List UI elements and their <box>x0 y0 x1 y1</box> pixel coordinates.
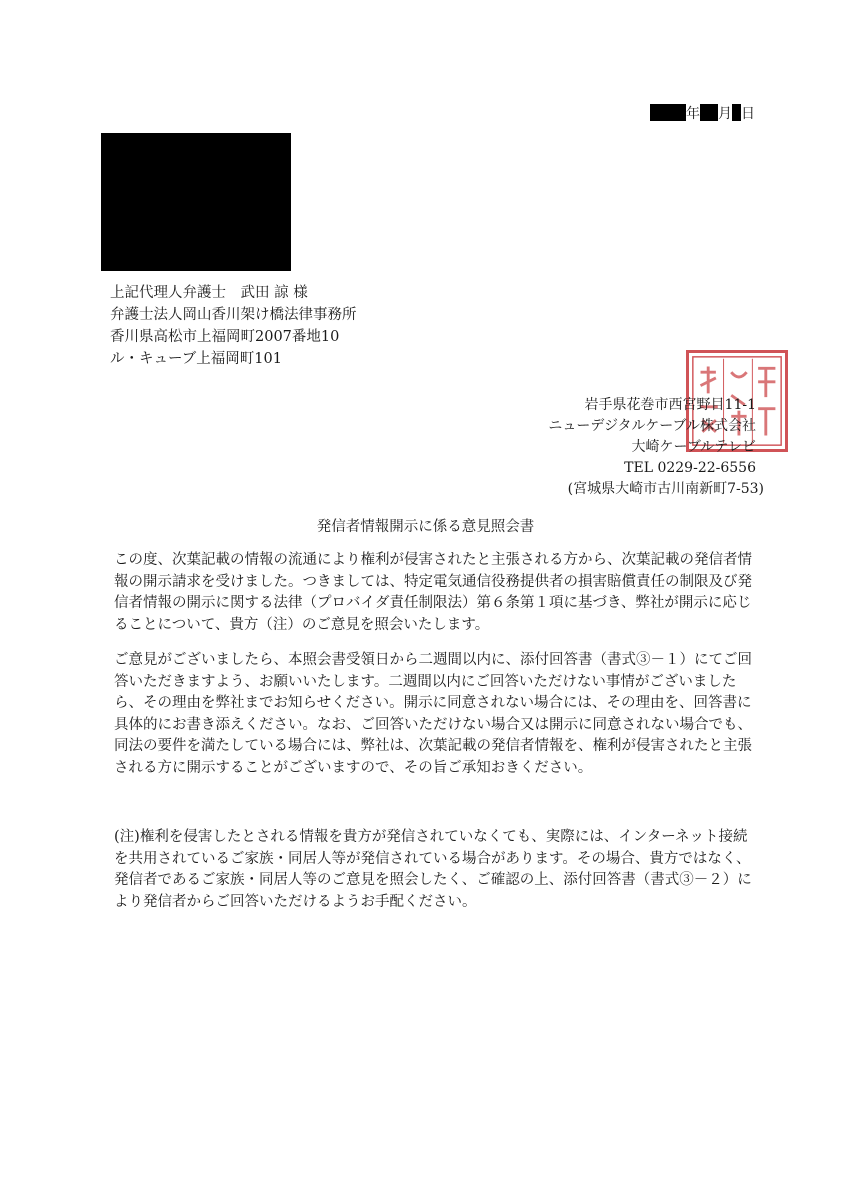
redacted-month <box>700 104 718 121</box>
redacted-recipient-block <box>101 133 291 271</box>
addressee-block <box>110 282 357 370</box>
addressee-address: 香川県高松市上福岡町2007番地10 <box>110 329 340 345</box>
body-paragraph-1: この度、次葉記載の情報の流通により権利が侵害されたと主張される方から、次葉記載の発信者情報の開示請求を受けました。つきましては、特定電気通信役務提供者の損害賠償責任の制限及び発信者情報の開示に関する法律（プロバイダ責任制限法）第６条第１項に基づき、弊社が開示に応じることについて、貴方（注）のご意見を照会いたします。 <box>114 552 752 633</box>
body-paragraph-2: ご意見がございましたら、本照会書受領日から二週間以内に、添付回答書（書式③－１）にてご回答いただきますよう、お願いいたします。二週間以内にご回答いただけない事情がございましたら、その理由を弊社までお知らせください。開示に同意されない場合には、その理由を、回答書に具体的にお書き添えください。なお、ご回答いただけない場合又は開示に同意されない場合でも、同法の要件を満たしている場合には、弊社は、次葉記載の発信者情報を、権利が侵害されたと主張される方に開示することがございますので、その旨ご承知おきください。 <box>114 652 752 776</box>
day-suffix: 日 <box>741 106 755 122</box>
sender-company: ニューデジタルケーブル株式会社 <box>548 418 756 434</box>
addressee-law-firm: 弁護士法人岡山香川架け橋法律事務所 <box>110 307 357 323</box>
sender-block <box>520 395 764 500</box>
year-suffix: 年 <box>686 106 700 122</box>
addressee-building: ル・キューブ上福岡町101 <box>110 351 282 367</box>
document-date <box>650 103 755 123</box>
redacted-day <box>732 104 741 121</box>
sender-tel: TEL 0229-22-6556 <box>624 460 756 476</box>
month-suffix: 月 <box>718 106 732 122</box>
redacted-year <box>650 104 686 121</box>
sender-address: 岩手県花巻市西宮野目11-1 <box>584 397 756 413</box>
footnote-paragraph: (注)権利を侵害したとされる情報を貴方が発信されていなくても、実際には、インターネット接続を共用されているご家族・同居人等が発信されている場合があります。その場合、貴方ではなく、発信者であるご家族・同居人等のご意見を照会したく、ご確認の上、添付回答書（書式③－２）により発信者からご回答いただけるようお手配ください。 <box>114 829 752 910</box>
sender-branch-address: (宮城県大崎市古川南新町7-53) <box>567 481 764 497</box>
document-title: 発信者情報開示に係る意見照会書 <box>316 519 535 535</box>
addressee-attorney: 上記代理人弁護士 武田 諒 様 <box>110 285 308 301</box>
sender-branch: 大崎ケーブルテレビ <box>631 439 756 455</box>
